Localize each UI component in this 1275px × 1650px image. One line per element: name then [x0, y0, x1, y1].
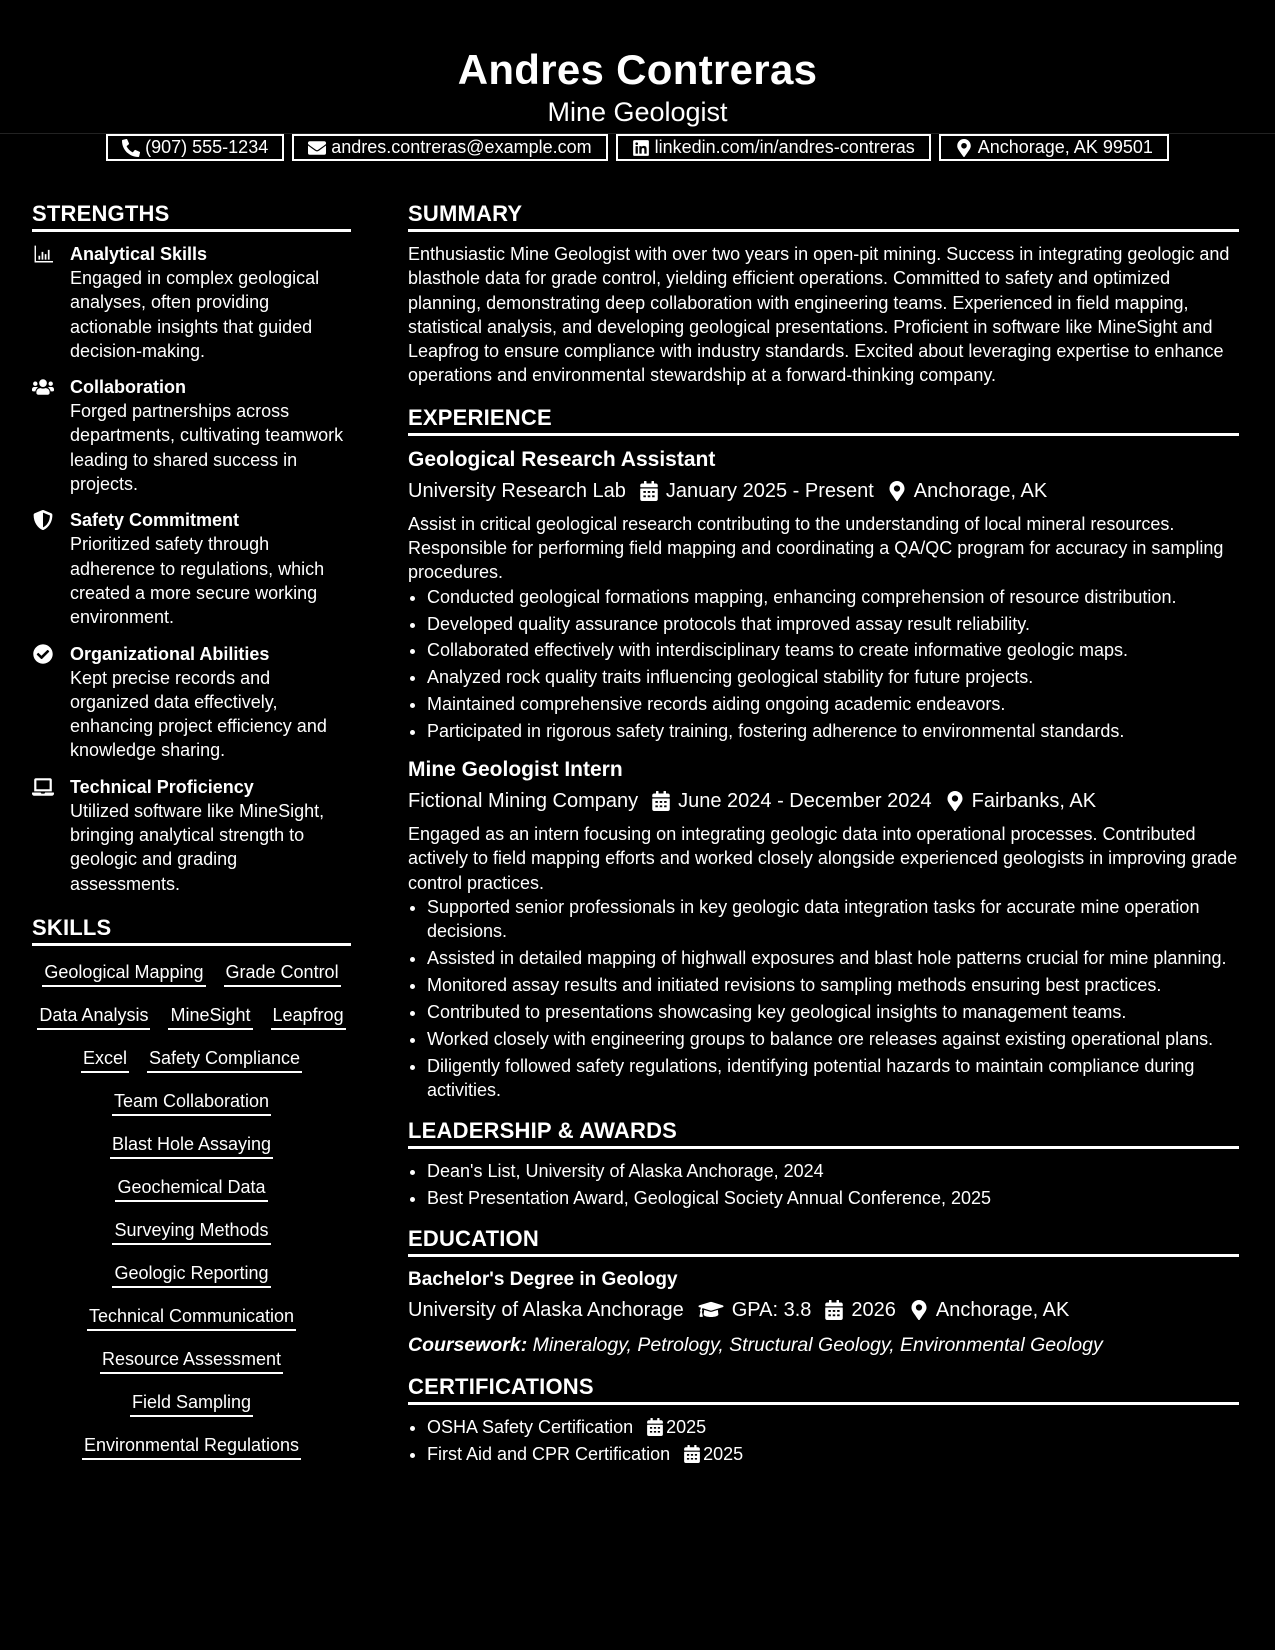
- gpa-text: GPA: 3.8: [731, 1298, 812, 1321]
- job-bullet: • Diligently followed safety regulations, identifying potential hazards to maintain compliance during activities.: [427, 1054, 1239, 1103]
- skill-tag: Resource Assessment: [100, 1347, 283, 1374]
- job-dates: June 2024 - December 2024: [678, 790, 932, 813]
- strength-title: Safety Commitment: [70, 510, 240, 531]
- envelope-icon: [308, 139, 326, 157]
- skill-tag: Team Collaboration: [112, 1089, 271, 1116]
- strength-desc: Engaged in complex geological analyses, often providing actionable insights that guided decision-making.: [70, 268, 320, 361]
- strength-item: [32, 242, 351, 363]
- calendar-icon: [647, 1418, 663, 1436]
- coursework: [408, 1331, 1239, 1359]
- skill-tag: Geochemical Data: [115, 1175, 267, 1202]
- coursework-list: Mineralogy, Petrology, Structural Geology, Environmental Geology: [532, 1333, 1103, 1356]
- job-location: Anchorage, AK: [913, 479, 1048, 502]
- linkedin-icon: [632, 139, 650, 157]
- award-item: • Dean's List, University of Alaska Anchorage, 2024: [427, 1159, 1239, 1183]
- job-description: Engaged as an intern focusing on integrating geologic data into operational processes. Contributed actively to field mapping efforts and worked closely alongside experienced geologists in improving grade control practices.: [408, 824, 1238, 893]
- location-text: Anchorage, AK 99501: [977, 137, 1153, 157]
- job-bullet: • Supported senior professionals in key geologic data integration tasks for accurate mine operation decisions.: [427, 895, 1239, 944]
- strength-desc: Forged partnerships across departments, cultivating teamwork leading to shared success in projects.: [70, 401, 344, 495]
- phone-icon: [122, 139, 140, 157]
- map-pin-icon: [888, 481, 906, 501]
- graduation-year: 2026: [851, 1298, 896, 1321]
- email-text: andres.contreras@example.com: [331, 137, 592, 157]
- skills-section: [32, 914, 351, 1460]
- job-bullet: • Maintained comprehensive records aiding ongoing academic endeavors.: [427, 692, 1239, 716]
- job-bullet: • Participated in rigorous safety training, fostering adherence to environmental standards.: [427, 719, 1239, 743]
- strength-item: [32, 642, 351, 763]
- skill-tag: Geologic Reporting: [112, 1261, 270, 1288]
- job-location: Fairbanks, AK: [971, 790, 1097, 813]
- skill-tag: Technical Communication: [87, 1304, 296, 1331]
- job-bullet: • Analyzed rock quality traits influencing geological stability for future projects.: [427, 665, 1239, 689]
- job-bullets: [408, 585, 1239, 744]
- map-pin-icon: [946, 791, 964, 811]
- job-bullet: • Conducted geological formations mapping, enhancing comprehension of resource distribution.: [427, 585, 1239, 609]
- education-meta: [408, 1295, 1239, 1325]
- laptop-icon: [32, 777, 54, 797]
- job-bullets: [408, 895, 1239, 1102]
- job-bullet: • Contributed to presentations showcasing key geological insights to management teams.: [427, 1000, 1239, 1024]
- map-pin-icon: [955, 139, 973, 157]
- calendar-icon: [825, 1300, 843, 1320]
- strength-desc: Prioritized safety through adherence to regulations, which created a more secure working environment.: [70, 534, 325, 628]
- skills-list: [32, 956, 351, 1460]
- job-meta: [408, 786, 1239, 816]
- skill-tag: Blast Hole Assaying: [110, 1132, 273, 1159]
- certification-name: • OSHA Safety Certification: [427, 1416, 634, 1437]
- strength-title: Technical Proficiency: [70, 776, 254, 797]
- certification-item: [427, 1442, 1239, 1466]
- job-bullet: • Worked closely with engineering groups to balance ore releases against existing operational plans.: [427, 1027, 1239, 1051]
- school-name: University of Alaska Anchorage: [408, 1298, 684, 1321]
- degree-title: Bachelor's Degree in Geology: [408, 1268, 678, 1290]
- shield-icon: [32, 510, 54, 530]
- right-column: [408, 200, 1239, 1468]
- job-meta: [408, 476, 1239, 506]
- job-description: Assist in critical geological research contributing to the understanding of local mineral resources. Responsible for performing field mapping and coordinating a QA/QC program for accuracy in sampling procedures.: [408, 513, 1224, 583]
- job-bullet: • Assisted in detailed mapping of highwall exposures and blast hole patterns crucial for mine planning.: [427, 946, 1239, 970]
- left-column: [32, 200, 351, 1460]
- skill-tag: Environmental Regulations: [82, 1433, 301, 1460]
- job-title: Mine Geologist Intern: [408, 758, 623, 782]
- graduation-cap-icon: [698, 1300, 724, 1320]
- skill-tag: Grade Control: [224, 960, 341, 987]
- phone-text: (907) 555-1234: [145, 137, 269, 157]
- strength-title: Collaboration: [70, 377, 186, 398]
- strength-desc: Utilized software like MineSight, bringing analytical strength to geologic and grading assessments.: [70, 800, 325, 894]
- certification-item: [427, 1415, 1239, 1439]
- job-title: Geological Research Assistant: [408, 447, 716, 471]
- skill-tag: Field Sampling: [130, 1390, 253, 1417]
- contact-phone[interactable]: [106, 134, 284, 161]
- contact-linkedin[interactable]: [616, 134, 931, 161]
- skill-tag: Leapfrog: [271, 1003, 346, 1030]
- calendar-icon: [640, 481, 658, 501]
- strength-item: [32, 508, 351, 629]
- certifications-heading: CERTIFICATIONS: [408, 1373, 1239, 1405]
- job-dates: January 2025 - Present: [665, 479, 874, 502]
- chart-icon: [32, 244, 54, 264]
- education-location: Anchorage, AK: [935, 1298, 1070, 1321]
- skill-tag: Data Analysis: [37, 1003, 150, 1030]
- resume-header: [0, 0, 1275, 157]
- education-heading: EDUCATION: [408, 1225, 1239, 1257]
- candidate-name: Andres Contreras: [457, 46, 818, 93]
- candidate-title: Mine Geologist: [547, 97, 728, 127]
- strength-desc: Kept precise records and organized data effectively, enhancing project efficiency and knowledge sharing.: [70, 667, 327, 761]
- job-entry: [408, 446, 1239, 744]
- summary-heading: SUMMARY: [408, 200, 1239, 232]
- skills-heading: SKILLS: [32, 914, 351, 946]
- coursework-label: Coursework:: [408, 1333, 528, 1356]
- skill-tag: Surveying Methods: [112, 1218, 270, 1245]
- summary-text: Enthusiastic Mine Geologist with over two years in open-pit mining. Success in integrating geologic and blasthole data for grade control, yielding efficient operations. Committed to safety and optimized planning, demonstrating deep collaboration with engineering teams. Experienced in field mapping, statistical analysis, and developing geological presentations. Proficient in software like MineSight and Leapfrog to ensure compliance with industry standards. Excited about leveraging expertise to enhance operations and environmental stewardship at a forward-thinking company.: [408, 244, 1230, 386]
- certification-year: 2025: [703, 1443, 744, 1464]
- certification-year: 2025: [666, 1416, 707, 1437]
- skill-tag: MineSight: [168, 1003, 252, 1030]
- calendar-icon: [684, 1445, 700, 1463]
- job-bullet: • Monitored assay results and initiated revisions to sampling methods ensuring best practices.: [427, 973, 1239, 997]
- job-company: University Research Lab: [408, 479, 626, 502]
- strength-item: [32, 375, 351, 496]
- experience-heading: EXPERIENCE: [408, 404, 1239, 436]
- check-circle-icon: [32, 644, 54, 664]
- skill-tag: Geological Mapping: [42, 960, 205, 987]
- contact-email[interactable]: [292, 134, 607, 161]
- awards-list: [408, 1159, 1239, 1210]
- job-company: Fictional Mining Company: [408, 790, 639, 813]
- map-pin-icon: [910, 1300, 928, 1320]
- skill-tag: Excel: [81, 1046, 129, 1073]
- strength-item: [32, 775, 351, 896]
- calendar-icon: [652, 791, 670, 811]
- job-bullet: • Developed quality assurance protocols that improved assay result reliability.: [427, 612, 1239, 636]
- job-entry: [408, 756, 1239, 1102]
- strength-title: Organizational Abilities: [70, 643, 270, 664]
- award-item: • Best Presentation Award, Geological Society Annual Conference, 2025: [427, 1186, 1239, 1210]
- strength-title: Analytical Skills: [70, 244, 208, 264]
- contact-bar: [0, 134, 1275, 161]
- certifications-list: [408, 1415, 1239, 1466]
- linkedin-text: linkedin.com/in/andres-contreras: [654, 137, 915, 157]
- strengths-heading: STRENGTHS: [32, 200, 351, 232]
- users-icon: [32, 377, 54, 397]
- skill-tag: Safety Compliance: [147, 1046, 302, 1073]
- certification-name: • First Aid and CPR Certification: [427, 1443, 671, 1464]
- contact-location[interactable]: [939, 134, 1169, 161]
- job-bullet: • Collaborated effectively with interdisciplinary teams to create informative geologic maps.: [427, 638, 1239, 662]
- awards-heading: LEADERSHIP & AWARDS: [408, 1117, 1239, 1149]
